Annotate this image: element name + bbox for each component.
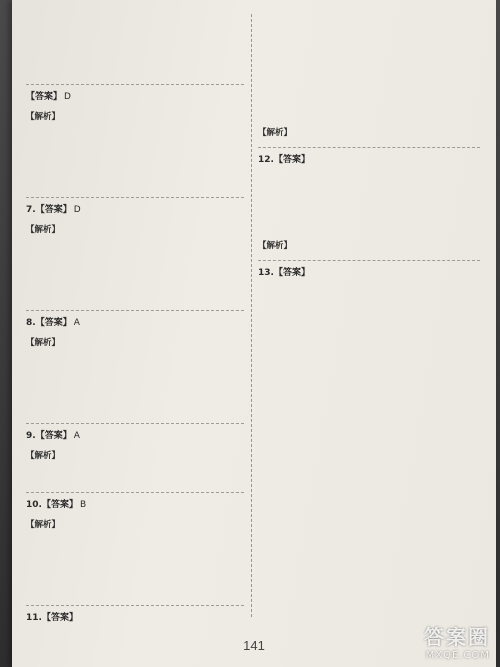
block-text: [258, 10, 480, 120]
dashed-separator: [258, 147, 480, 148]
answer-label: 【答案】: [35, 431, 72, 441]
block-heading: [26, 204, 244, 217]
dashed-separator: [258, 260, 480, 261]
dashed-separator: [26, 84, 244, 85]
right-column: [258, 10, 480, 623]
answer-block: [26, 612, 244, 623]
block-number: 12.: [258, 155, 274, 165]
block-text: [258, 167, 480, 233]
analysis-label: 【解析】: [26, 225, 61, 235]
answer-block: [26, 430, 244, 484]
dashed-separator: [26, 197, 244, 198]
dashed-separator: [26, 492, 244, 493]
answer-label: 【答案】: [41, 613, 78, 623]
block-number: 11.: [26, 613, 42, 623]
answer-letter: A: [73, 431, 80, 441]
analysis-label: 【解析】: [258, 241, 293, 251]
answer-block: [258, 267, 480, 390]
page-number: 141: [243, 638, 265, 653]
answer-block: [26, 10, 244, 76]
block-heading: [26, 499, 244, 512]
answer-label: 【答案】: [273, 155, 310, 165]
block-heading: [26, 91, 244, 104]
answer-label: 【答案】: [35, 318, 72, 328]
answer-label: 【答案】: [273, 268, 310, 278]
analysis-label: 【解析】: [26, 112, 61, 122]
block-heading: [26, 430, 244, 443]
answer-label: 【答案】: [26, 92, 63, 102]
analysis-label: 【解析】: [26, 338, 61, 348]
answer-label: 【答案】: [41, 500, 78, 510]
block-number: 7.: [26, 205, 36, 215]
block-number: 10.: [26, 500, 42, 510]
answer-letter: B: [79, 500, 87, 510]
block-heading: [258, 154, 480, 167]
dashed-separator: [26, 310, 244, 311]
answer-block: [26, 317, 244, 415]
site-watermark: [424, 621, 490, 661]
watermark-logo: 答案圈: [424, 625, 490, 649]
answer-block: [26, 204, 244, 302]
answer-letter: D: [73, 205, 81, 215]
block-text: [258, 280, 480, 390]
left-column: [26, 10, 244, 623]
block-number: 13.: [258, 268, 274, 278]
block-text: [26, 531, 244, 597]
watermark-url: MXQE.COM: [425, 650, 490, 661]
analysis-label: 【解析】: [26, 520, 61, 530]
answer-label: 【答案】: [35, 205, 72, 215]
answer-block: [26, 91, 244, 189]
analysis-label: 【解析】: [258, 128, 293, 138]
block-text: [26, 236, 244, 302]
answer-letter: D: [64, 92, 71, 102]
block-text: [26, 10, 244, 76]
answer-key-page: [12, 0, 496, 667]
answer-letter: A: [73, 318, 80, 328]
block-text: [26, 462, 244, 484]
block-heading: [26, 612, 244, 623]
block-text: [26, 123, 244, 189]
analysis-label: 【解析】: [26, 451, 61, 461]
block-heading: [26, 317, 244, 330]
column-divider: [251, 14, 252, 617]
block-number: 8.: [26, 318, 36, 328]
answer-block: [258, 10, 480, 139]
dashed-separator: [26, 423, 244, 424]
answer-block: [258, 154, 480, 252]
block-text: [26, 349, 244, 415]
block-number: 9.: [26, 431, 36, 441]
dashed-separator: [26, 605, 244, 606]
block-heading: [258, 267, 480, 280]
answer-block: [26, 499, 244, 597]
